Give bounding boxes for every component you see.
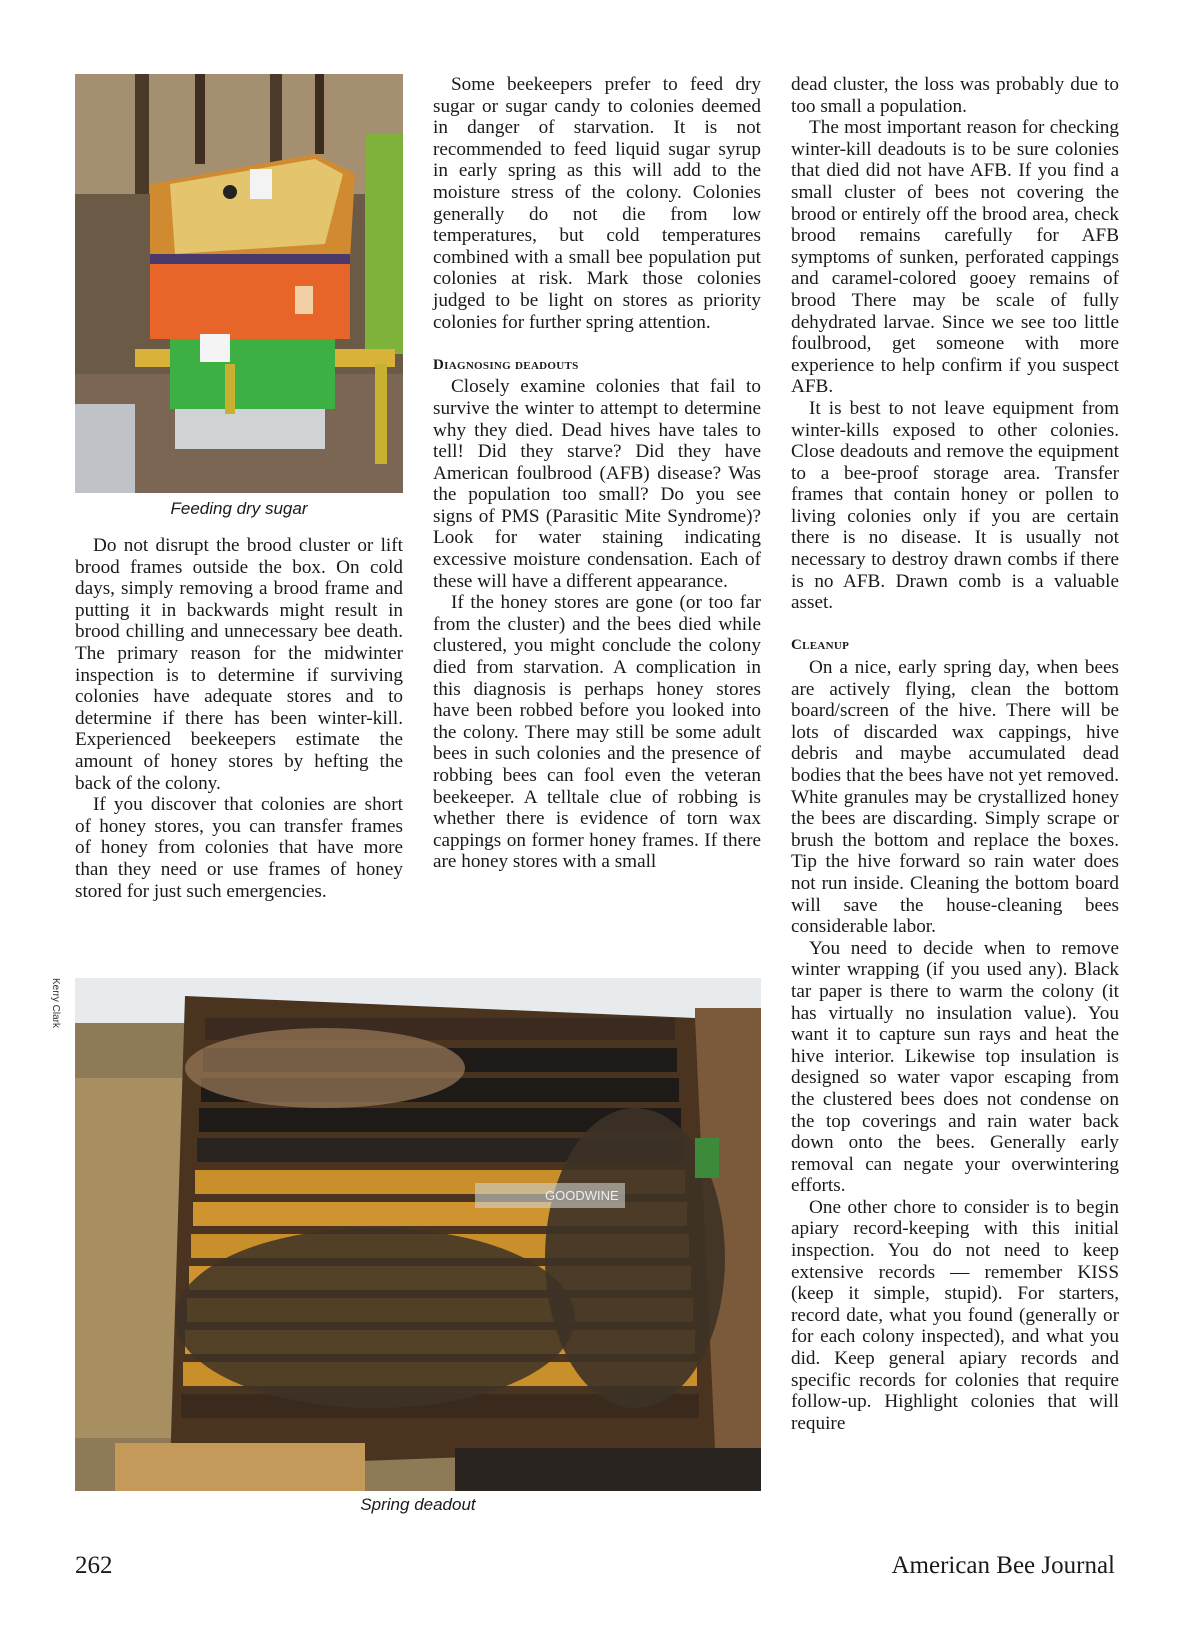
page-number: 262 bbox=[75, 1552, 113, 1579]
section-heading-diagnosing: Diagnosing deadouts bbox=[433, 356, 579, 373]
photo2-caption: Spring deadout bbox=[360, 1495, 476, 1514]
col2-paragraph: Closely examine colonies that fail to survive the winter to attempt to determine why they died. Dead hives have tales to tell! Did they starve? Did they have American foulbrood (AFB) disease? Was the population too small? Do you see signs of PMS (Parasitic Mite Syndrome)? Look for water staining indicating excessive moisture condensation. Each of these will have a different appearance. bbox=[433, 376, 761, 592]
frame-label-text: GOODWINE bbox=[545, 1188, 619, 1203]
column-1 bbox=[75, 535, 403, 902]
col2-paragraph: If the honey stores are gone (or too far from the cluster) and the bees died while clustered, you might conclude the colony died from starvation. A complication in this diagnosis is perhaps honey stores have been robbed before you looked into the colony. There may still be some adult bees in such colonies and the presence of robbing bees can fool even the veteran beekeeper. A telltale clue of robbing is whether there is evidence of torn wax cappings on former honey frames. If there are honey stores with a small bbox=[433, 592, 761, 873]
col1-paragraph: Do not disrupt the brood cluster or lift brood frames outside the box. On cold days, simply removing a brood frame and putting it in backwards might result in brood chilling and unnecessary bee death. The primary reason for the midwinter inspection is to determine if surviving colonies have adequate stores and to determine if there has been winter-kill. Experienced beekeepers estimate the amount of honey stores by hefting the back of the colony. bbox=[75, 535, 403, 794]
column-2 bbox=[433, 74, 761, 873]
feeding-dry-sugar-photo bbox=[75, 74, 403, 493]
spring-deadout-photo bbox=[75, 978, 761, 1491]
col3-paragraph: On a nice, early spring day, when bees are actively flying, clean the bottom board/screen of the hive. There will be lots of discarded wax cappings, hive debris and maybe accumulated dead bodies that the bees have not yet removed. White granules may be crystallized honey the bees are discarding. Simply scrape or brush the bottom and replace the boxes. Tip the hive forward so rain water does not run inside. Cleaning the bottom board will save the house-cleaning bees considerable labor. bbox=[791, 657, 1119, 938]
col3-paragraph: The most important reason for checking winter-kill deadouts is to be sure colonies that died did not have AFB. If you find a small cluster of bees not covering the brood or entirely off the brood area, check brood remains carefully for AFB symptoms of sunken, perforated cappings and caramel-colored gooey remains of brood There may be scale of fully dehydrated larvae. Since we see too little foulbrood, get someone with more experience to help confirm if you suspect AFB. bbox=[791, 117, 1119, 398]
photo-credit: Kerry Clark bbox=[50, 978, 61, 1029]
col3-paragraph: dead cluster, the loss was probably due to too small a population. bbox=[791, 74, 1119, 117]
journal-name: American Bee Journal bbox=[891, 1552, 1115, 1579]
col3-paragraph: It is best to not leave equipment from winter-kills exposed to other colonies. Close deadouts and remove the equipment to a bee-proof storage area. Transfer frames that contain honey or pollen to living colonies only if you are certain there is no disease. It is usually not necessary to destroy drawn combs if there is no AFB. Drawn comb is a valuable asset. bbox=[791, 397, 1119, 614]
column-3 bbox=[791, 74, 1119, 1434]
col2-paragraph: Some beekeepers prefer to feed dry sugar or sugar candy to colonies deemed in danger of starvation. It is not recommended to feed liquid sugar syrup in early spring as this will add to the moisture stress of the colony. Colonies generally do not die from low temperatures, but cold temperatures combined with a small bee population put colonies at risk. Mark those colonies judged to be light on stores as priority colonies for further spring attention. bbox=[433, 74, 761, 333]
col1-paragraph: If you discover that colonies are short of honey stores, you can transfer frames of honey from colonies that have more than they need or use frames of honey stored for just such emergencies. bbox=[75, 794, 403, 902]
photo1-caption: Feeding dry sugar bbox=[170, 499, 308, 518]
section-heading-cleanup: Cleanup bbox=[791, 637, 850, 654]
col3-paragraph: You need to decide when to remove winter wrapping (if you used any). Black tar paper is there to warm the colony (it has virtually no insulation value). You want it to capture sun rays and heat the hive interior. Likewise top insulation is designed so water vapor escaping from the clustered bees does not condense on the top coverings and rain water back down onto the bees. Generally early removal can negate your overwintering efforts. bbox=[791, 937, 1119, 1197]
col3-paragraph: One other chore to consider is to begin apiary record-keeping with this initial inspection. You do not need to keep extensive records — remember KISS (keep it simple, stupid). For starters, record date, what you found (generally or for each colony inspected), and what you did. Keep general apiary records and specific records for colonies that require follow-up. Highlight colonies that will require bbox=[791, 1196, 1119, 1434]
